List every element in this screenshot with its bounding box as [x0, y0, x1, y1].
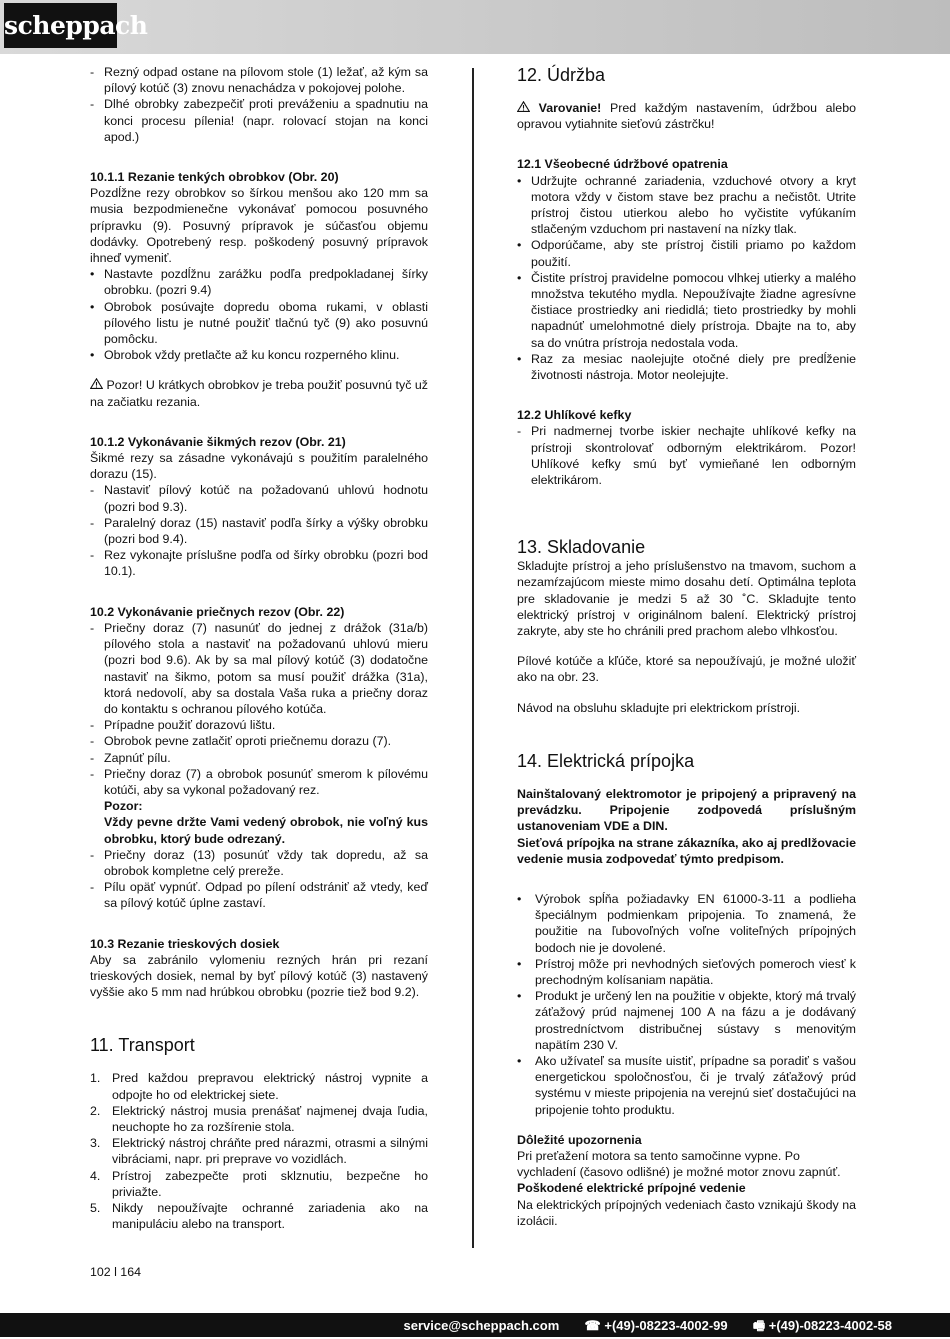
page-header	[0, 0, 950, 54]
numbered-list	[90, 1070, 428, 1232]
paragraph: Šikmé rezy sa zásadne vykonávajú s použitím paralelného dorazu (15).	[90, 451, 428, 482]
fax-number: +(49)-08223-4002-58	[768, 1318, 892, 1333]
list-item: - Priečny doraz (7) a obrobok posunúť smerom k pílovému kotúči, aby sa vykonal požadovaný rez.	[90, 766, 428, 797]
paragraph: Skladujte prístroj a jeho príslušenstvo na tmavom, suchom a nezamŕzajúcom mieste mimo dosahu detí. Optimálna teplota pre skladovanie je medzi 5 až 30 ˚C. Skladujte tento elektrický prístroj v originálnom balení. Elektrický prístroj zakryte, aby ste ho chránili pred prachom alebo vlhkosťou.	[517, 559, 856, 639]
list-item: - Rezný odpad ostane na pílovom stole (1) ležať, až kým sa pílový kotúč (3) znovu nenachádza v pokojovej polohe.	[90, 65, 428, 96]
page-footer	[0, 1313, 950, 1337]
list-item: 5. Nikdy nepoužívajte ochranné zariadenia ako na manipuláciu alebo na transport.	[90, 1200, 428, 1232]
list-item: • Odporúčame, aby ste prístroj čistili priamo po každom použití.	[517, 238, 856, 269]
bold-paragraph: Nainštalovaný elektromotor je pripojený a pripravený na prevádzku. Pripojenie zodpovedá príslušným ustanoveniam VDE a DIN.	[517, 786, 856, 834]
dash-list	[90, 482, 428, 579]
phone-number: +(49)-08223-4002-99	[604, 1318, 728, 1333]
list-item: 4. Prístroj zabezpečte proti sklznutiu, bezpečne ho priviažte.	[90, 1168, 428, 1199]
damaged-cable-heading: Poškodené elektrické prípojné vedenie	[517, 1181, 746, 1196]
dash-list	[517, 423, 856, 488]
bullet-list	[517, 891, 856, 1118]
list-item: - Nastaviť pílový kotúč na požadovanú uhlovú hodnotu (pozri bod 9.3).	[90, 483, 428, 514]
section-heading-11: 11. Transport	[90, 1035, 195, 1056]
intro-dash-list	[90, 64, 428, 145]
list-item: - Paralelný doraz (15) nastaviť podľa šírky a výšky obrobku (pozri bod 9.4).	[90, 515, 428, 547]
list-item: - Obrobok pevne zatlačiť oproti priečnemu dorazu (7).	[90, 734, 392, 749]
scheppach-logo: scheppach	[4, 3, 117, 48]
list-item: • Výrobok spĺňa požiadavky EN 61000-3-11 a podlieha špeciálnym podmienkam pripojenia. To znamená, že použitie na ľubovoľných voľne voliteľných prípojných bodoch nie je dovolené.	[517, 891, 856, 955]
list-item: - Pílu opäť vypnúť. Odpad po pílení odstrániť až vtedy, keď sa pílový kotúč úplne zastaví.	[90, 880, 428, 911]
list-item: • Produkt je určený len na použitie v objekte, ktorý má trvalý záťažový prúd najmenej 100 A na fázu a je dodávaný prostredníctvom distribučnej sústavy s menovitým napätím 230 V.	[517, 989, 856, 1052]
section-heading-12-1: 12.1 Všeobecné údržbové opatrenia	[517, 157, 728, 172]
list-item: 1. Pred každou prepravou elektrický nástroj vypnite a odpojte ho od elektrickej siete.	[90, 1071, 428, 1102]
list-item: 2. Elektrický nástroj musia prenášať najmenej dvaja ľudia, neuchopte ho za rozšírenie stola.	[90, 1103, 428, 1134]
dash-list	[90, 847, 428, 912]
warning-triangle-icon	[90, 377, 103, 393]
list-item: • Obrobok posúvajte dopredu oboma rukami, v oblasti pílového listu je nutné použiť tlačnú tyč (9) ako posuvnú pomôcku.	[90, 299, 428, 347]
paragraph: Aby sa zabránilo vylomeniu rezných hrán pri rezaní trieskových dosiek, nemal by byť pílový kotúč (3) nastavený vyššie ako 5 mm nad hrúbkou obrobku (pozrie tiež bod 9.2).	[90, 952, 428, 1000]
list-item: - Pri nadmernej tvorbe iskier nechajte uhlíkové kefky na prístroji skontrolovať odborným elektrikárom. Pozor! Uhlíkové kefky smú byť vymieňané len odborným elektrikárom.	[517, 424, 856, 488]
list-item: • Obrobok vždy pretlačte až ku koncu rozperného klinu.	[90, 348, 400, 363]
service-email[interactable]: service@scheppach.com	[403, 1318, 560, 1333]
section-heading-10-2: 10.2 Vykonávanie priečnych rezov (Obr. 22)	[90, 604, 345, 619]
list-item: - Rez vykonajte príslušne podľa od šírky obrobku (pozri bod 10.1).	[90, 548, 428, 579]
left-column	[90, 64, 428, 1232]
section-heading-10-1-1: 10.1.1 Rezanie tenkých obrobkov (Obr. 20)	[90, 170, 339, 185]
right-column	[517, 64, 856, 1229]
section-heading-12-2: 12.2 Uhlíkové kefky	[517, 408, 632, 423]
list-item: - Dlhé obrobky zabezpečiť proti preváženiu a spadnutiu na konci procesu pílenia! (napr. rolovací stojan na konci apod.)	[90, 97, 428, 144]
list-item: - Priečny doraz (13) posunúť vždy tak dopredu, až sa obrobok kompletne celý prereže.	[90, 847, 428, 878]
warning-paragraph: Varovanie! Pred každým nastavením, údržbou alebo opravou vytiahnite sieťovú zástrčku!	[517, 101, 856, 132]
section-heading-12: 12. Údržba	[517, 65, 606, 85]
paragraph: Na elektrických prípojných vedeniach často vznikajú škody na izolácii.	[517, 1197, 856, 1228]
column-divider	[472, 68, 474, 1248]
list-item: - Priečny doraz (7) nasunúť do jednej z drážok (31a/b) pílového stola a nastaviť na požadovanú uhlovú mieru (pozri bod 9.6). Ak by sa mal pílový kotúč (3) dodatočne nastaviť na šikmo, potom sa musí použiť drážka (31a), ktorá nedovolí, aby sa dostala Vaša ruka a priečny doraz do kontaktu s ochranou pílového kotúča.	[90, 620, 428, 716]
bold-paragraph: Sieťová prípojka na strane zákazníka, ako aj predlžovacie vedenie musia zodpovedať týmto predpisom.	[517, 835, 856, 866]
list-item: • Udržujte ochranné zariadenia, vzduchové otvory a kryt motora vždy v čistom stave bez prachu a nečistôt. Utrite prístroj čistou utierkou alebo ho vyčistite vyfúkaním stlačeným vzduchom pri nastavení na nízky tlak.	[517, 173, 856, 237]
page-number: 102 l 164	[90, 1265, 141, 1279]
bullet-list	[90, 266, 428, 363]
phone-icon: ☎	[584, 1318, 601, 1333]
list-item: - Zapnúť pílu.	[90, 750, 171, 765]
section-heading-13: 13. Skladovanie	[517, 537, 646, 558]
bullet-list	[517, 173, 856, 384]
list-item: 3. Elektrický nástroj chráňte pred nárazmi, otrasmi a silnými vibráciami, napr. pri preprave vo vozidlách.	[90, 1136, 428, 1167]
list-item: - Prípadne použiť dorazovú lištu.	[90, 718, 276, 733]
important-notes-heading: Dôležité upozornenia	[517, 1132, 642, 1147]
list-item: • Nastavte pozdĺžnu zarážku podľa predpokladanej šírky obrobku. (pozri 9.4)	[90, 267, 428, 298]
list-item: • Čistite prístroj pravidelne pomocou vlhkej utierky a malého množstva tekutého mydla. Nepoužívajte žiadne agresívne čistiace prostriedky ani riedidlá; tieto prostriedky by mohli napadnúť umelohmotné diely prístroja. Dbajte na to, aby sa do vnútra prístroja nedostala voda.	[517, 270, 856, 350]
list-item: • Ako užívateľ sa musíte uistiť, prípadne sa poradiť s vašou energetickou spoločnosťou, či je trvalý záťažový prúd systému v mieste pripojenia na verejnú sieť dostačujúci na pripojenie tohto produktu.	[517, 1053, 856, 1117]
list-item: • Raz za mesiac naolejujte otočné diely pre predĺženie životnosti nástroja. Motor neolejujte.	[517, 351, 856, 383]
warning-paragraph: Pozor! U krátkych obrobkov je treba použiť posuvnú tyč už na začiatku rezania.	[90, 378, 428, 409]
fax-icon: 🖷	[752, 1318, 766, 1333]
section-heading-10-3: 10.3 Rezanie trieskových dosiek	[90, 936, 280, 951]
warning-triangle-icon	[517, 100, 530, 116]
paragraph: Pri preťažení motora sa tento samočinne vypne. Po vychladení (časovo odlišné) je možné motor znovu zapnúť.	[517, 1148, 841, 1180]
caution-text: Vždy pevne držte Vami vedený obrobok, nie voľný kus obrobku, ktorý bude odrezaný.	[104, 815, 428, 846]
paragraph: Pozdĺžne rezy obrobkov so šírkou menšou ako 120 mm sa musia bezpodmienečne vykonávať pomocou posuvného prípravku (9). Posuvný prípravok je súčasťou objemu dodávky. Opotrebený resp. poškodený posuvný prípravok ihneď vymeniť.	[90, 186, 428, 266]
caution-label: Pozor:	[104, 799, 143, 814]
paragraph: Návod na obsluhu skladujte pri elektrickom prístroji.	[517, 700, 801, 715]
list-item: • Prístroj môže pri nevhodných sieťových pomeroch viesť k prechodným kolísaniam napätia.	[517, 956, 856, 987]
section-heading-10-1-2: 10.1.2 Vykonávanie šikmých rezov (Obr. 21)	[90, 434, 346, 449]
dash-list	[90, 620, 428, 798]
section-heading-14: 14. Elektrická prípojka	[517, 750, 695, 771]
paragraph: Pílové kotúče a kľúče, ktoré sa nepoužívajú, je možné uložiť ako na obr. 23.	[517, 654, 856, 685]
